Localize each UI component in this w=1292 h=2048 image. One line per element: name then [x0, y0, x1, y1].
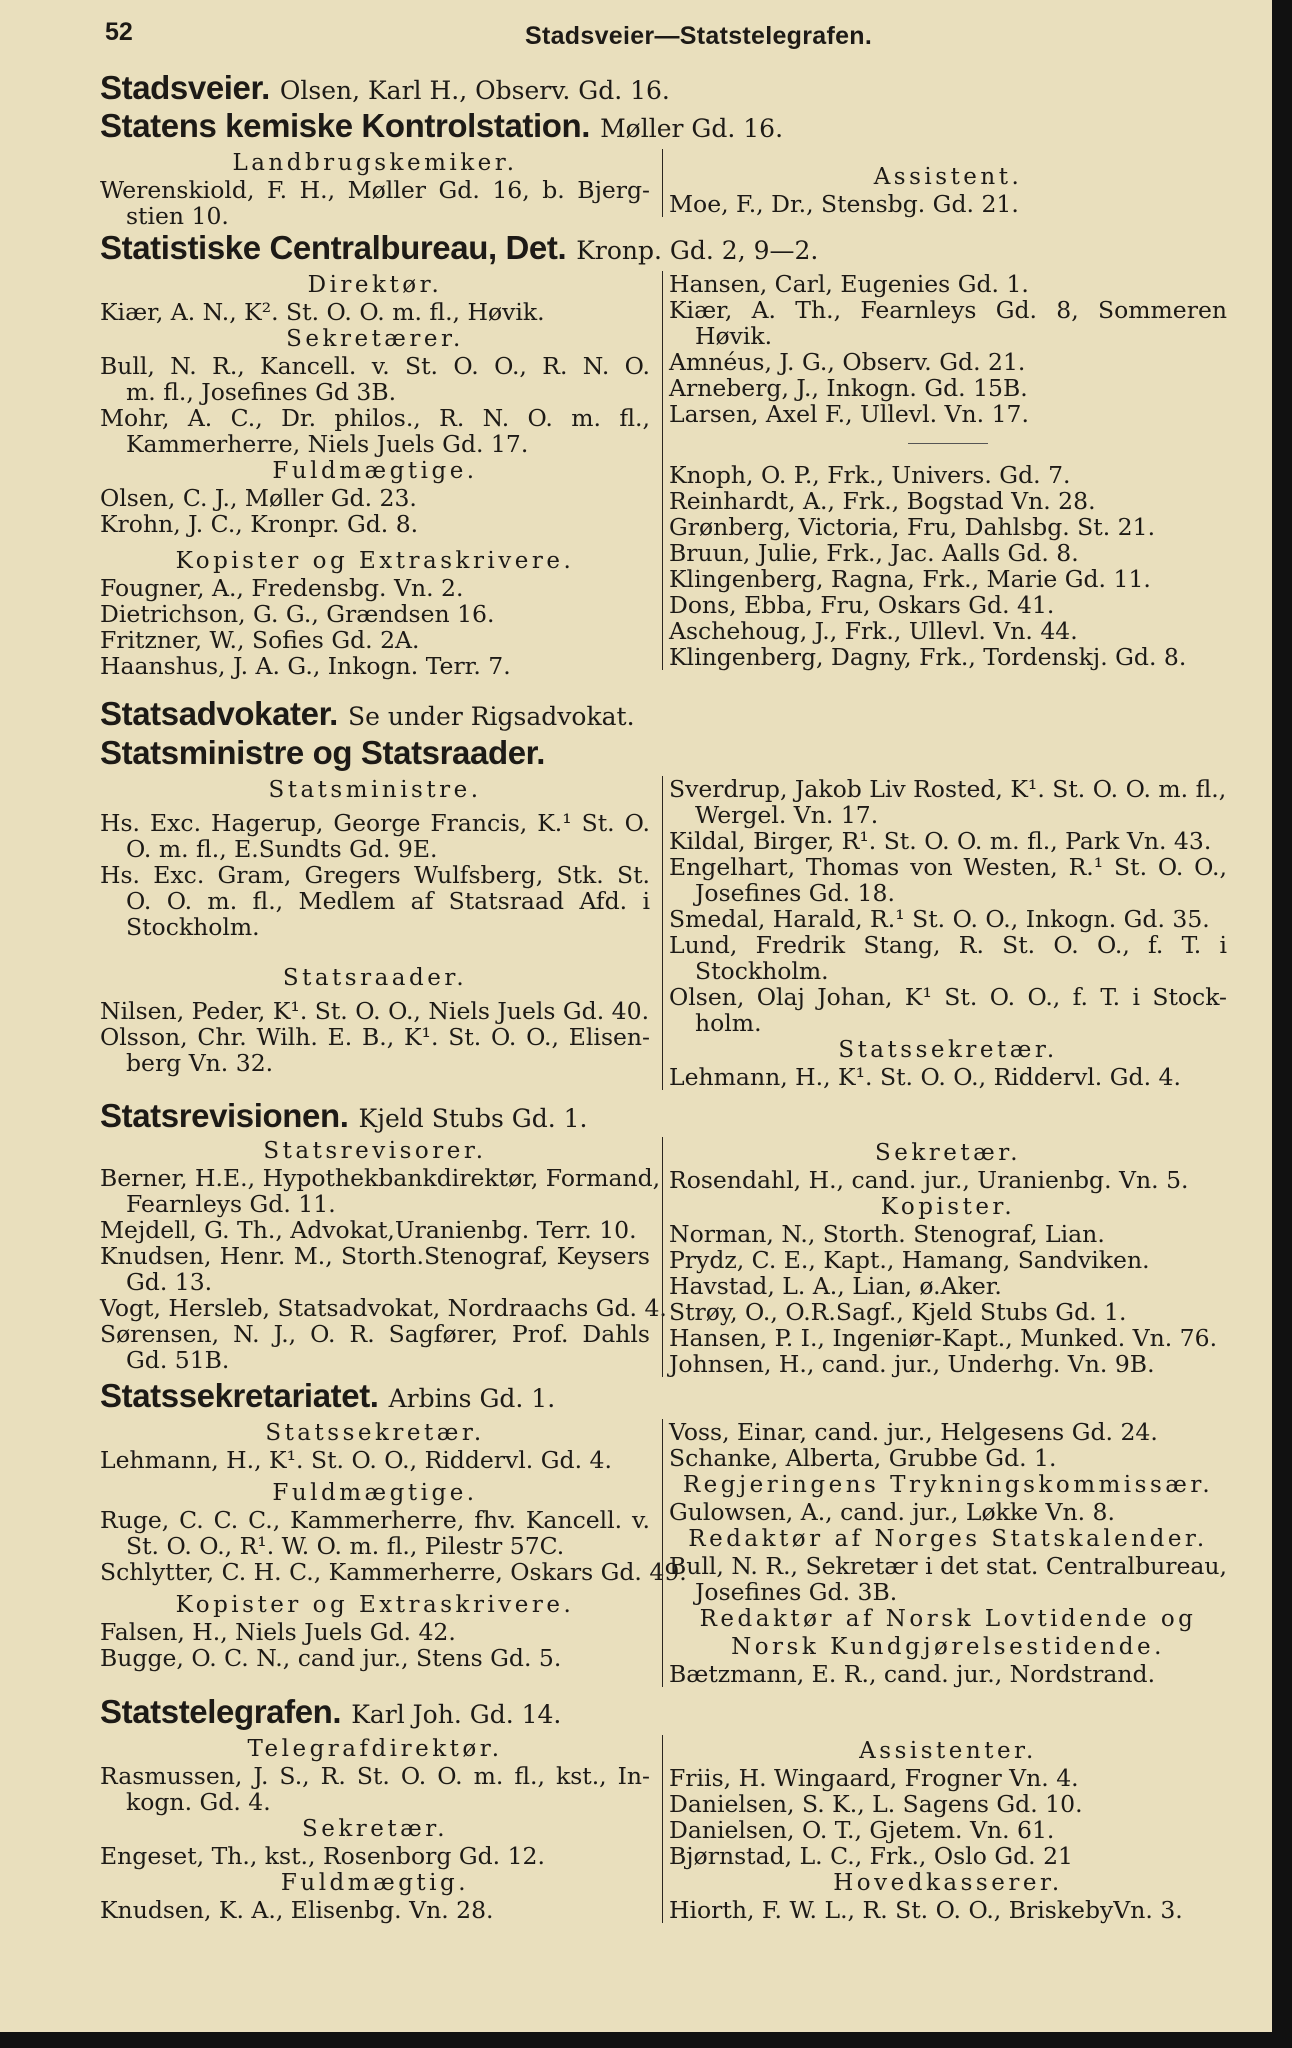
subheading: Regjeringens Trykningskommissær. [682, 1472, 1214, 1498]
entry-line: Stockholm. [126, 913, 260, 941]
entry-line: Kammerherre, Niels Juels Gd. 17. [126, 430, 529, 458]
running-title: Stadsveier—Statstelegrafen. [525, 22, 873, 50]
section-meta: Kronp. Gd. 2, 9—2. [576, 236, 819, 265]
subheading: Landbrugskemiker. [232, 150, 518, 176]
section-title: Statsministre og Statsraader. [100, 734, 546, 771]
subheading: Statsministre. [268, 777, 482, 803]
entry-line: Johnsen, H., cand. jur., Underhg. Vn. 9B. [669, 1350, 1155, 1378]
section-title: Stadsveier. [100, 69, 270, 106]
entry-line: Bull, N. R., Kancell. v. St. O. O., R. N. O. [100, 352, 650, 380]
entry-line: Schlytter, C. H. C., Kammerherre, Oskars Gd. 49. [100, 1558, 687, 1586]
section-statstelegrafen [100, 1693, 1220, 1955]
entry-line: Dietrichson, G. G., Grændsen 16. [100, 600, 495, 628]
running-header [100, 18, 1242, 54]
entry-line: Smedal, Harald, R.¹ St. O. O., Inkogn. Gd. 35. [669, 905, 1210, 933]
entry-line: Haanshus, J. A. G., Inkogn. Terr. 7. [100, 652, 511, 680]
subheading: Statssekretær. [838, 1037, 1058, 1063]
entry-line: Engelhart, Thomas von Westen, R.¹ St. O. O., [669, 853, 1227, 881]
section-title: Statstelegrafen. [100, 1693, 342, 1730]
subheading: Norsk Kundgjørelsestidende. [731, 1634, 1165, 1660]
subheading: Hovedkasserer. [833, 1870, 1063, 1896]
entry-line: Fritzner, W., Sofies Gd. 2A. [100, 626, 420, 654]
entry-line: Voss, Einar, cand. jur., Helgesens Gd. 24. [669, 1418, 1158, 1446]
section-statsrevisionen [100, 1097, 1220, 1378]
entry-line: Falsen, H., Niels Juels Gd. 42. [100, 1618, 456, 1646]
entry-line: Knoph, O. P., Frk., Univers. Gd. 7. [669, 461, 1071, 489]
entry-line: Josefines Gd. 18. [695, 879, 895, 907]
entry-line: Moe, F., Dr., Stensbg. Gd. 21. [669, 190, 1019, 218]
entry-line: Havstad, L. A., Lian, ø.Aker. [669, 1272, 1002, 1300]
entry-line: Høvik. [695, 322, 773, 350]
subheading: Fuldmægtige. [272, 458, 478, 484]
section-meta: Olsen, Karl H., Observ. Gd. 16. [279, 76, 670, 105]
subheading: Fuldmægtige. [272, 1480, 478, 1506]
entry-line: Berner, H.E., Hypothekbankdirektør, Formand, [100, 1164, 661, 1192]
entry-line: Norman, N., Storth. Stenograf, Lian. [669, 1220, 1105, 1248]
section-statssekretariatet [100, 1377, 1228, 1699]
section-stadsveier [100, 69, 1220, 107]
section-title: Statistiske Centralbureau, Det. [100, 229, 567, 266]
entry-line: Nilsen, Peder, K¹. St. O. O., Niels Juels Gd. 40. [100, 997, 650, 1025]
subheading: Sekretær. [301, 1816, 449, 1842]
section-title: Statssekretariatet. [100, 1377, 379, 1414]
entry-line: Olsson, Chr. Wilh. E. B., K¹. St. O. O., Elisen- [100, 1023, 650, 1051]
entry-line: Lehmann, H., K¹. St. O. O., Riddervl. Gd. 4. [100, 1446, 612, 1474]
subheading: Telegrafdirektør. [247, 1736, 503, 1762]
entry-line: Krohn, J. C., Kronpr. Gd. 8. [100, 510, 419, 538]
entry-line: Wergel. Vn. 17. [695, 801, 879, 829]
entry-line: Prydz, C. E., Kapt., Hamang, Sandviken. [669, 1246, 1150, 1274]
subheading: Statsraader. [282, 965, 468, 991]
subheading: Kopister. [880, 1194, 1016, 1220]
section-meta: Karl Joh. Gd. 14. [351, 1700, 562, 1729]
section-kontrolstation [100, 107, 1220, 235]
section-meta: Kjeld Stubs Gd. 1. [358, 1104, 588, 1133]
section-statsadvokater [100, 695, 1220, 733]
entry-line: Sverdrup, Jakob Liv Rosted, K¹. St. O. O. m. fl., [669, 775, 1227, 803]
entry-line: St. O. O., R¹. W. O. m. fl., Pilestr 57C. [126, 1532, 565, 1560]
entry-line: Lund, Fredrik Stang, R. St. O. O., f. T. i [669, 931, 1227, 959]
entry-line: O. O. m. fl., Medlem af Statsraad Afd. i [126, 887, 650, 915]
entry-line: Olsen, C. J., Møller Gd. 23. [100, 484, 417, 512]
page-number: 52 [105, 18, 133, 46]
entry-line: Grønberg, Victoria, Fru, Dahlsbg. St. 21. [669, 513, 1156, 541]
entry-line: Engeset, Th., kst., Rosenborg Gd. 12. [100, 1842, 545, 1870]
entry-line: berg Vn. 32. [126, 1049, 274, 1077]
entry-line: Rasmussen, J. S., R. St. O. O. m. fl., kst., In- [100, 1762, 650, 1790]
section-title: Statsadvokater. [100, 695, 338, 732]
entry-line: Kiær, A. Th., Fearnleys Gd. 8, Sommeren [669, 296, 1227, 324]
entry-line: Reinhardt, A., Frk., Bogstad Vn. 28. [669, 487, 1096, 515]
entry-line: Ruge, C. C. C., Kammerherre, fhv. Kancell. v. [100, 1506, 650, 1534]
subheading: Assistenter. [859, 1738, 1037, 1764]
entry-line: Klingenberg, Ragna, Frk., Marie Gd. 11. [669, 565, 1151, 593]
entry-line: Strøy, O., O.R.Sagf., Kjeld Stubs Gd. 1. [669, 1298, 1127, 1326]
entry-line: Dons, Ebba, Fru, Oskars Gd. 41. [669, 591, 1055, 619]
entry-line: Hiorth, F. W. L., R. St. O. O., BriskebyVn. 3. [669, 1896, 1183, 1924]
entry-line: Josefines Gd. 3B. [695, 1578, 898, 1606]
entry-line: Gulowsen, A., cand. jur., Løkke Vn. 8. [669, 1498, 1115, 1526]
entry-line: Friis, H. Wingaard, Frogner Vn. 4. [669, 1764, 1079, 1792]
entry-line: Bætzmann, E. R., cand. jur., Nordstrand. [669, 1660, 1156, 1688]
entry-line: Kildal, Birger, R¹. St. O. O. m. fl., Park Vn. 43. [669, 827, 1212, 855]
subheading: Redaktør af Norsk Lovtidende og [699, 1606, 1197, 1632]
subheading: Fuldmægtig. [280, 1870, 470, 1896]
subheading: Statsrevisorer. [263, 1138, 487, 1164]
entry-line: Mejdell, G. Th., Advokat,Uranienbg. Terr. 10. [100, 1216, 637, 1244]
entry-line: Klingenberg, Dagny, Frk., Tordenskj. Gd. 8. [669, 643, 1187, 671]
section-title: Statsrevisionen. [100, 1097, 349, 1134]
entry-line: O. m. fl., E.Sundts Gd. 9E. [126, 835, 438, 863]
section-meta: Arbins Gd. 1. [388, 1384, 556, 1413]
entry-line: Hansen, P. I., Ingeniør-Kapt., Munked. Vn. 76. [669, 1324, 1218, 1352]
subheading: Sekretærer. [286, 326, 464, 352]
entry-line: Arneberg, J., Inkogn. Gd. 15B. [669, 374, 1028, 402]
subheading: Redaktør af Norges Statskalender. [688, 1526, 1208, 1552]
entry-line: kogn. Gd. 4. [126, 1788, 271, 1816]
entry-line: Hs. Exc. Gram, Gregers Wulfsberg, Stk. St. [100, 861, 650, 889]
entry-line: Fearnleys Gd. 11. [126, 1190, 336, 1218]
entry-line: Olsen, Olaj Johan, K¹ St. O. O., f. T. i Stock- [669, 983, 1227, 1011]
entry-line: Schanke, Alberta, Grubbe Gd. 1. [669, 1444, 1057, 1472]
entry-line: Mohr, A. C., Dr. philos., R. N. O. m. fl., [100, 404, 650, 432]
entry-line: Bjørnstad, L. C., Frk., Oslo Gd. 21 [669, 1842, 1073, 1870]
entry-line: Gd. 51B. [126, 1346, 230, 1374]
section-meta: Se under Rigsadvokat. [347, 702, 635, 731]
entry-line: Knudsen, K. A., Elisenbg. Vn. 28. [100, 1896, 494, 1924]
section-title: Statens kemiske Kontrolstation. [100, 107, 591, 144]
subheading: Kopister og Extraskrivere. [175, 548, 575, 574]
subheading: Sekretær. [874, 1140, 1022, 1166]
subheading: Statssekretær. [265, 1420, 485, 1446]
entry-line: Sørensen, N. J., O. R. Sagfører, Prof. Dahls [100, 1320, 650, 1348]
entry-line: Hansen, Carl, Eugenies Gd. 1. [669, 270, 1029, 298]
entry-line: Kiær, A. N., K². St. O. O. m. fl., Høvik. [100, 298, 545, 326]
entry-line: Gd. 13. [126, 1268, 213, 1296]
entry-line: Aschehoug, J., Frk., Ullevl. Vn. 44. [669, 617, 1078, 645]
entry-line: Amnéus, J. G., Observ. Gd. 21. [669, 348, 1026, 376]
entry-line: Danielsen, S. K., L. Sagens Gd. 10. [669, 1790, 1083, 1818]
subheading: Assistent. [873, 164, 1023, 190]
section-statsministre [100, 734, 1227, 1091]
section-centralbureau [100, 229, 1227, 711]
entry-line: Vogt, Hersleb, Statsadvokat, Nordraachs Gd. 4. [100, 1294, 667, 1322]
entry-line: Hs. Exc. Hagerup, George Francis, K.¹ St. O. [100, 809, 650, 837]
entry-line: Bull, N. R., Sekretær i det stat. Centralbureau, [669, 1552, 1228, 1580]
entry-line: Danielsen, O. T., Gjetem. Vn. 61. [669, 1816, 1055, 1844]
divider [908, 443, 988, 444]
subheading: Direktør. [307, 272, 443, 298]
entry-line: Stockholm. [695, 957, 829, 985]
entry-line: stien 10. [126, 202, 229, 230]
entry-line: holm. [695, 1009, 762, 1037]
entry-line: m. fl., Josefines Gd 3B. [126, 378, 397, 406]
subheading: Kopister og Extraskrivere. [175, 1592, 575, 1618]
entry-line: Lehmann, H., K¹. St. O. O., Riddervl. Gd. 4. [669, 1063, 1181, 1091]
entry-line: Werenskiold, F. H., Møller Gd. 16, b. Bjerg- [100, 176, 650, 204]
entry-line: Rosendahl, H., cand. jur., Uranienbg. Vn. 5. [669, 1166, 1189, 1194]
entry-line: Bruun, Julie, Frk., Jac. Aalls Gd. 8. [669, 539, 1079, 567]
entry-line: Bugge, O. C. N., cand jur., Stens Gd. 5. [100, 1644, 562, 1672]
entry-line: Larsen, Axel F., Ullevl. Vn. 17. [669, 400, 1029, 428]
section-meta: Møller Gd. 16. [600, 114, 784, 143]
entry-line: Fougner, A., Fredensbg. Vn. 2. [100, 574, 464, 602]
entry-line: Knudsen, Henr. M., Storth.Stenograf, Keysers [100, 1242, 650, 1270]
